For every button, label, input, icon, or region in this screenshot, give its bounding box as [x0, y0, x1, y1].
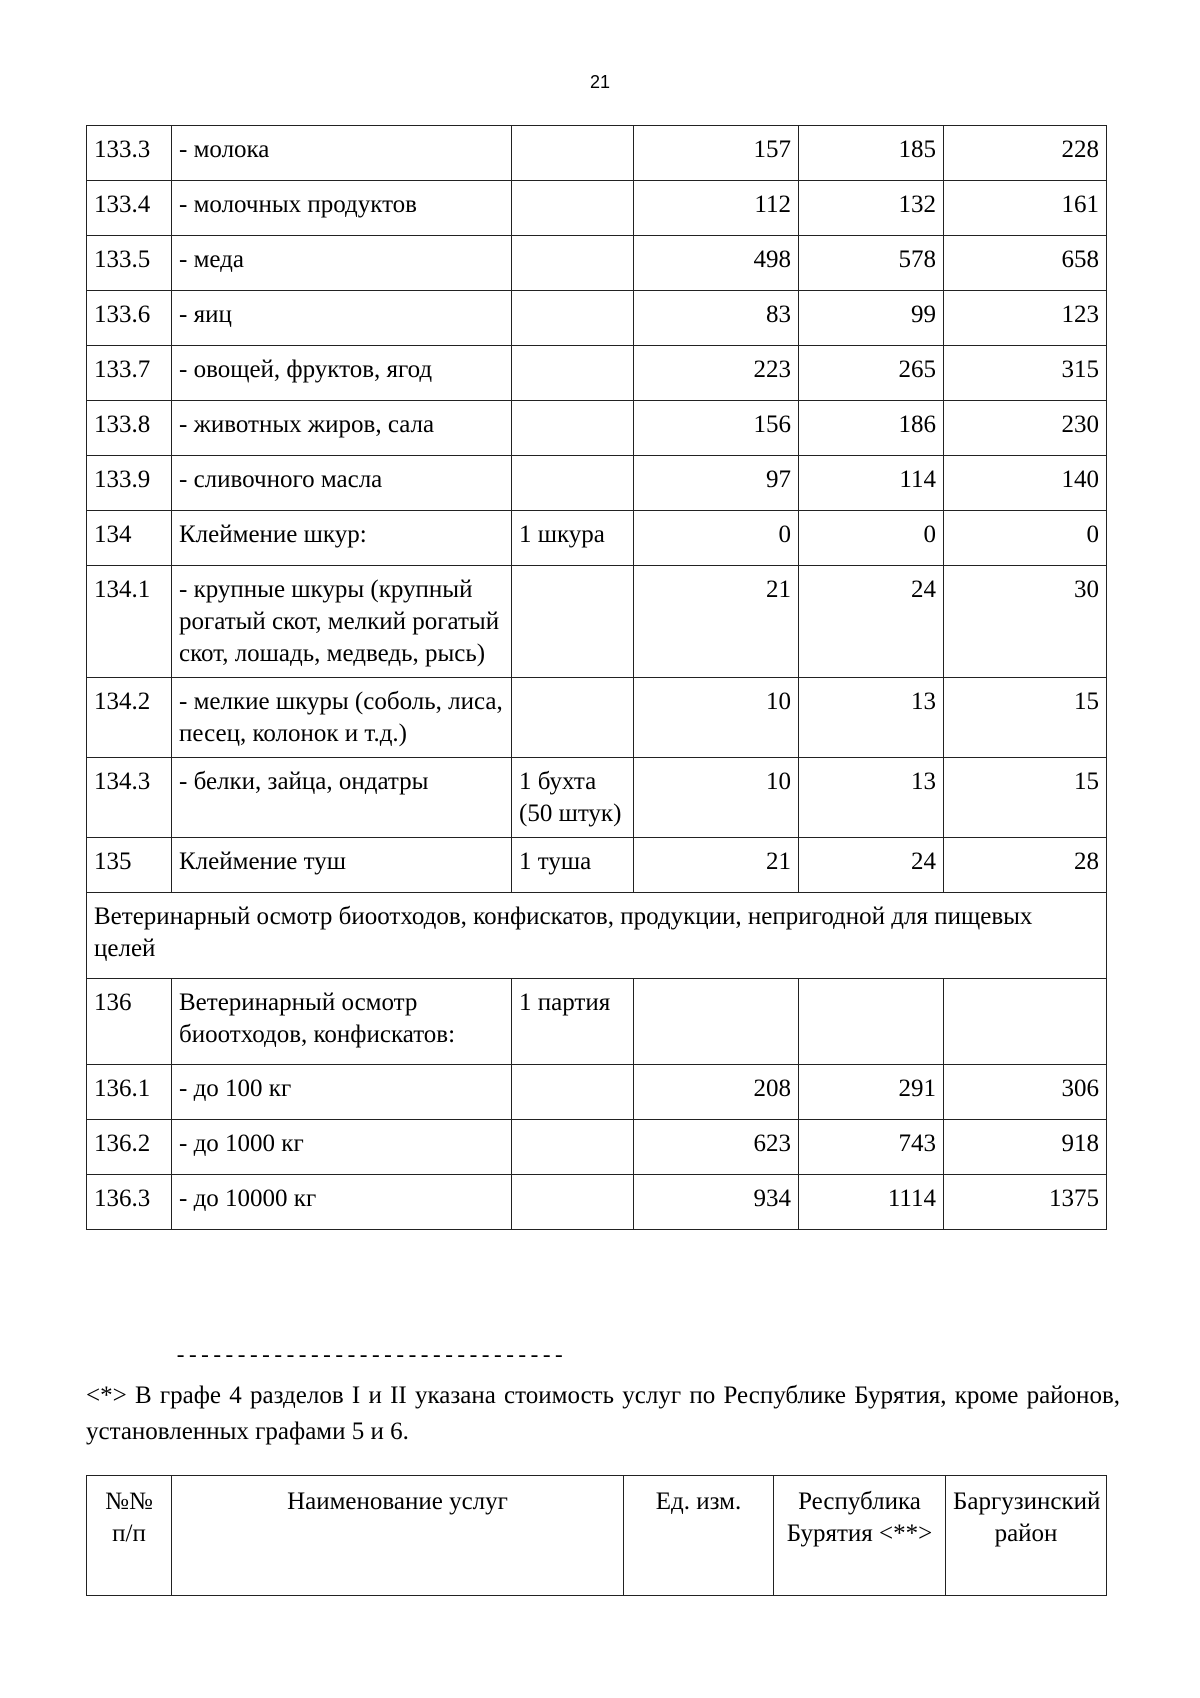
unit: [512, 126, 634, 181]
row-number: 133.6: [87, 291, 172, 346]
row-number: 134.2: [87, 678, 172, 758]
service-name: - до 1000 кг: [172, 1120, 512, 1175]
price-col6: 228: [944, 126, 1107, 181]
price-col6: 30: [944, 566, 1107, 678]
footnote-text: <*> В графе 4 разделов I и II указана стоимость услуг по Республике Бурятия, кроме районов, установленных графами 5 и 6.: [86, 1382, 1120, 1445]
price-col6: 1375: [944, 1175, 1107, 1230]
price-col5: 578: [799, 236, 944, 291]
unit: 1 туша: [512, 838, 634, 893]
price-col5: 1114: [799, 1175, 944, 1230]
price-col4: 21: [634, 566, 799, 678]
price-col4: [634, 979, 799, 1065]
price-col6: 658: [944, 236, 1107, 291]
service-name: - белки, зайца, ондатры: [172, 758, 512, 838]
table-row: [87, 566, 1107, 678]
row-number: 134: [87, 511, 172, 566]
price-col5: 24: [799, 838, 944, 893]
header-col-service-name: Наименование услуг: [172, 1476, 624, 1596]
row-number: 133.8: [87, 401, 172, 456]
table-row: [87, 456, 1107, 511]
unit: [512, 1175, 634, 1230]
unit: [512, 456, 634, 511]
price-col4: 623: [634, 1120, 799, 1175]
unit: [512, 291, 634, 346]
table-row: [87, 758, 1107, 838]
price-col5: 291: [799, 1065, 944, 1120]
row-number: 133.9: [87, 456, 172, 511]
header-col-number: №№ п/п: [87, 1476, 172, 1596]
unit: [512, 1120, 634, 1175]
unit: 1 партия: [512, 979, 634, 1065]
service-name: - молока: [172, 126, 512, 181]
price-col4: 157: [634, 126, 799, 181]
next-table-header: [86, 1475, 1107, 1596]
unit: 1 шкура: [512, 511, 634, 566]
price-col4: 0: [634, 511, 799, 566]
row-number: 136: [87, 979, 172, 1065]
table-row: [87, 291, 1107, 346]
price-col5: 185: [799, 126, 944, 181]
service-name: - молочных продуктов: [172, 181, 512, 236]
table-row: [87, 678, 1107, 758]
price-col5: 186: [799, 401, 944, 456]
table-row: [87, 979, 1107, 1065]
price-col4: 223: [634, 346, 799, 401]
table-row: [87, 126, 1107, 181]
price-col6: 123: [944, 291, 1107, 346]
table-row: [87, 511, 1107, 566]
service-name: - до 10000 кг: [172, 1175, 512, 1230]
price-col6: 28: [944, 838, 1107, 893]
service-name: - овощей, фруктов, ягод: [172, 346, 512, 401]
row-number: 133.7: [87, 346, 172, 401]
price-col4: 10: [634, 758, 799, 838]
price-col6: 140: [944, 456, 1107, 511]
price-col5: 99: [799, 291, 944, 346]
price-col5: 13: [799, 758, 944, 838]
price-col6: 15: [944, 678, 1107, 758]
price-col4: 934: [634, 1175, 799, 1230]
unit: [512, 678, 634, 758]
unit: [512, 236, 634, 291]
price-col5: 265: [799, 346, 944, 401]
row-number: 133.4: [87, 181, 172, 236]
price-col4: 498: [634, 236, 799, 291]
section-title: Ветеринарный осмотр биоотходов, конфискатов, продукции, непригодной для пищевых целей: [87, 893, 1107, 979]
service-name: - сливочного масла: [172, 456, 512, 511]
header-row: [87, 1476, 1107, 1596]
price-col4: 112: [634, 181, 799, 236]
price-col5: 743: [799, 1120, 944, 1175]
tariff-table: [86, 125, 1107, 1230]
row-number: 136.2: [87, 1120, 172, 1175]
service-name: - меда: [172, 236, 512, 291]
price-col4: 97: [634, 456, 799, 511]
price-col6: 918: [944, 1120, 1107, 1175]
table-row: [87, 236, 1107, 291]
header-col-unit: Ед. изм.: [624, 1476, 774, 1596]
section-header-row: [87, 893, 1107, 979]
price-col4: 10: [634, 678, 799, 758]
header-col-barguzin: Баргузинский район: [946, 1476, 1107, 1596]
service-name: - крупные шкуры (крупный рогатый скот, мелкий рогатый скот, лошадь, медведь, рысь): [172, 566, 512, 678]
service-name: - до 100 кг: [172, 1065, 512, 1120]
unit: [512, 346, 634, 401]
service-name: Клеймение туш: [172, 838, 512, 893]
service-name: Ветеринарный осмотр биоотходов, конфискатов:: [172, 979, 512, 1065]
unit: 1 бухта (50 штук): [512, 758, 634, 838]
row-number: 135: [87, 838, 172, 893]
price-col5: 132: [799, 181, 944, 236]
service-name: - животных жиров, сала: [172, 401, 512, 456]
price-col4: 83: [634, 291, 799, 346]
price-col6: 306: [944, 1065, 1107, 1120]
tariff-table-body: [87, 126, 1107, 1230]
table-row: [87, 401, 1107, 456]
price-col4: 21: [634, 838, 799, 893]
page-number: 21: [589, 72, 611, 92]
price-col5: 114: [799, 456, 944, 511]
price-col6: 15: [944, 758, 1107, 838]
table-row: [87, 181, 1107, 236]
table-row: [87, 1065, 1107, 1120]
price-col6: 315: [944, 346, 1107, 401]
service-name: Клеймение шкур:: [172, 511, 512, 566]
price-col4: 156: [634, 401, 799, 456]
unit: [512, 181, 634, 236]
footnote-separator: --------------------------------: [174, 1344, 565, 1369]
price-col6: [944, 979, 1107, 1065]
price-col5: 13: [799, 678, 944, 758]
row-number: 134.1: [87, 566, 172, 678]
table-row: [87, 1120, 1107, 1175]
row-number: 134.3: [87, 758, 172, 838]
service-name: - мелкие шкуры (соболь, лиса, песец, колонок и т.д.): [172, 678, 512, 758]
service-name: - яиц: [172, 291, 512, 346]
table-row: [87, 1175, 1107, 1230]
unit: [512, 1065, 634, 1120]
row-number: 136.1: [87, 1065, 172, 1120]
price-col5: 0: [799, 511, 944, 566]
table-row: [87, 838, 1107, 893]
table-row: [87, 346, 1107, 401]
price-col6: 161: [944, 181, 1107, 236]
header-col-buryatia: Республика Бурятия <**>: [774, 1476, 946, 1596]
price-col6: 0: [944, 511, 1107, 566]
row-number: 133.3: [87, 126, 172, 181]
unit: [512, 401, 634, 456]
price-col5: 24: [799, 566, 944, 678]
row-number: 136.3: [87, 1175, 172, 1230]
price-col6: 230: [944, 401, 1107, 456]
price-col5: [799, 979, 944, 1065]
price-col4: 208: [634, 1065, 799, 1120]
unit: [512, 566, 634, 678]
row-number: 133.5: [87, 236, 172, 291]
